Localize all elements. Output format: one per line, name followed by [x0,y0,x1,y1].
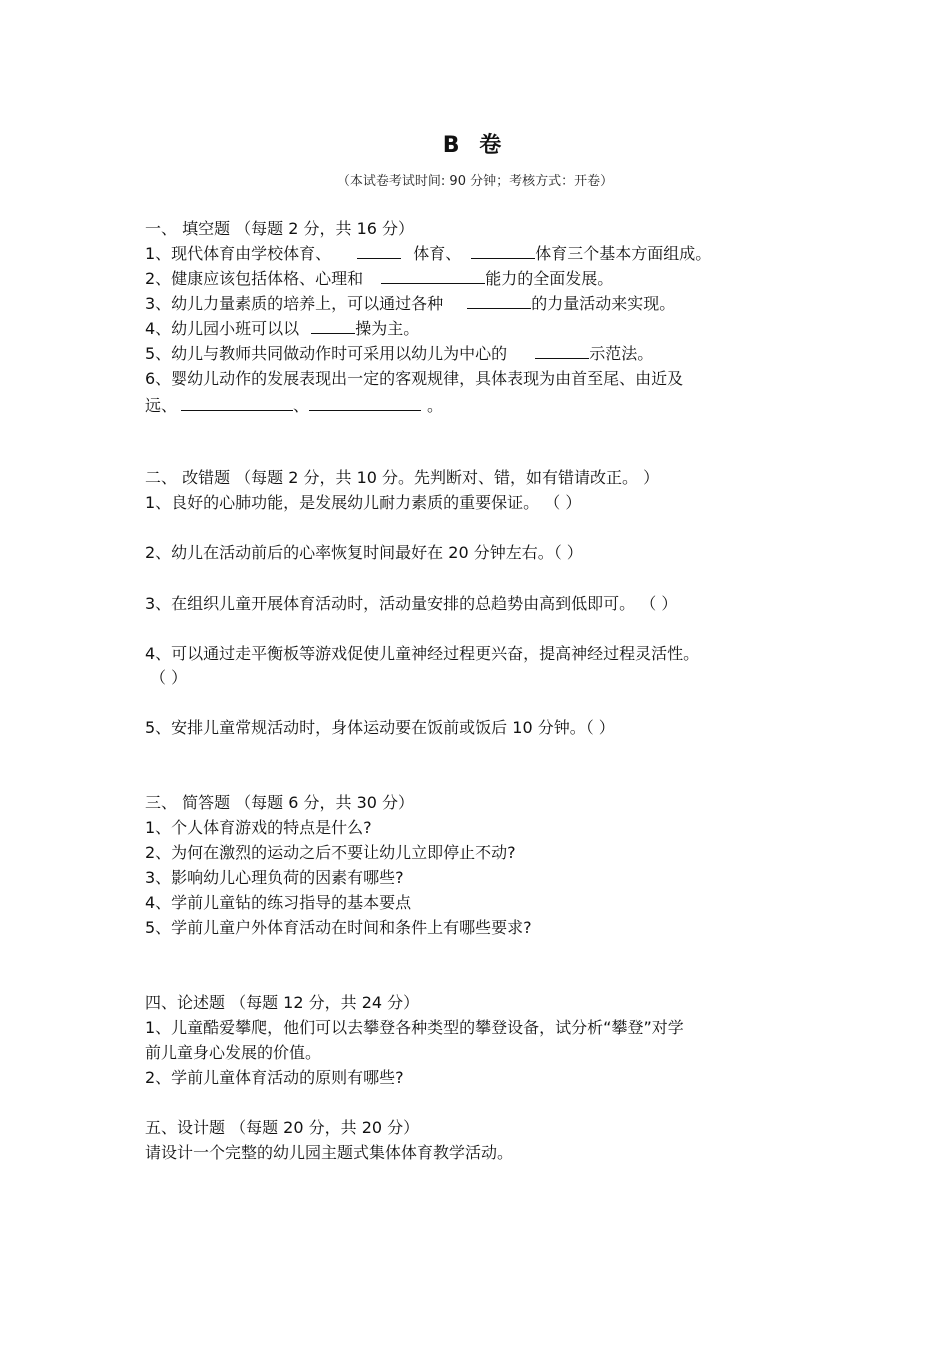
question-s3-5: 5、学前儿童户外体育活动在时间和条件上有哪些要求? [145,918,532,937]
answer-blank [535,342,589,359]
question-text: 。 [427,396,444,415]
question-s1-3 [145,292,675,316]
question-text: 2、健康应该包括体格、心理和 [145,269,364,288]
section-heading-essay: 四、论述题 （每题 12 分，共 24 分） [145,993,420,1012]
answer-blank [467,292,531,309]
question-text: 、 [293,396,310,415]
question-text: 4、幼儿园小班可以以 [145,319,300,338]
question-s2-4-bracket: （ ） [150,668,188,687]
question-s2-3: 3、在组织儿童开展体育活动时，活动量安排的总趋势由高到低即可。 （ ） [145,594,678,613]
question-s5-1: 请设计一个完整的幼儿园主题式集体体育教学活动。 [145,1143,514,1162]
question-s3-2: 2、为何在激烈的运动之后不要让幼儿立即停止不动? [145,843,516,862]
question-text: 体育三个基本方面组成。 [535,244,712,263]
answer-blank [471,242,535,259]
exam-title: B 卷 [442,133,508,158]
question-s1-6-cont [145,394,443,418]
question-s2-5: 5、安排儿童常规活动时，身体运动要在饭前或饭后 10 分钟。（ ） [145,718,615,737]
section-heading-correction: 二、 改错题 （每题 2 分，共 10 分。先判断对、错，如有错请改正。 ） [145,468,660,487]
question-text: 5、幼儿与教师共同做动作时可采用以幼儿为中心的 [145,344,508,363]
exam-subtitle: （本试卷考试时间: 90 分钟；考核方式：开卷） [336,174,614,189]
question-s4-1-cont: 前儿童身心发展的价值。 [145,1043,322,1062]
question-text: 示范法。 [589,344,654,363]
question-s2-4: 4、可以通过走平衡板等游戏促使儿童神经过程更兴奋，提高神经过程灵活性。 [145,644,700,663]
question-text: 远、 [145,396,178,415]
section-heading-short-answer: 三、 简答题 （每题 6 分，共 30 分） [145,793,415,812]
question-s1-4 [145,317,419,341]
section-heading-design: 五、设计题 （每题 20 分，共 20 分） [145,1118,420,1137]
question-text: 1、现代体育由学校体育、 [145,244,332,263]
question-s4-1: 1、儿童酷爱攀爬，他们可以去攀登各种类型的攀登设备，试分析“攀登”对学 [145,1018,684,1037]
section-heading-fill-blank: 一、 填空题 （每题 2 分，共 16 分） [145,219,415,238]
question-s4-2: 2、学前儿童体育活动的原则有哪些? [145,1068,404,1087]
question-text: 能力的全面发展。 [485,269,614,288]
answer-blank [357,242,401,259]
question-s3-1: 1、个人体育游戏的特点是什么? [145,818,372,837]
question-s2-2: 2、幼儿在活动前后的心率恢复时间最好在 20 分钟左右。（ ） [145,543,583,562]
question-s1-1 [145,242,711,266]
question-s1-6: 6、婴幼儿动作的发展表现出一定的客观规律，具体表现为由首至尾、由近及 [145,369,684,388]
question-s3-4: 4、学前儿童钻的练习指导的基本要点 [145,893,412,912]
question-text: 操为主。 [355,319,420,338]
question-s1-2 [145,267,613,291]
answer-blank [311,317,355,334]
question-s2-1: 1、良好的心肺功能，是发展幼儿耐力素质的重要保证。 （ ） [145,493,582,512]
answer-blank [181,394,293,411]
question-s1-5 [145,342,653,366]
answer-blank [309,394,421,411]
question-text: 的力量活动来实现。 [531,294,676,313]
question-text: 3、幼儿力量素质的培养上，可以通过各种 [145,294,444,313]
question-text: 体育、 [413,244,462,263]
answer-blank [381,267,485,284]
question-s3-3: 3、影响幼儿心理负荷的因素有哪些? [145,868,404,887]
